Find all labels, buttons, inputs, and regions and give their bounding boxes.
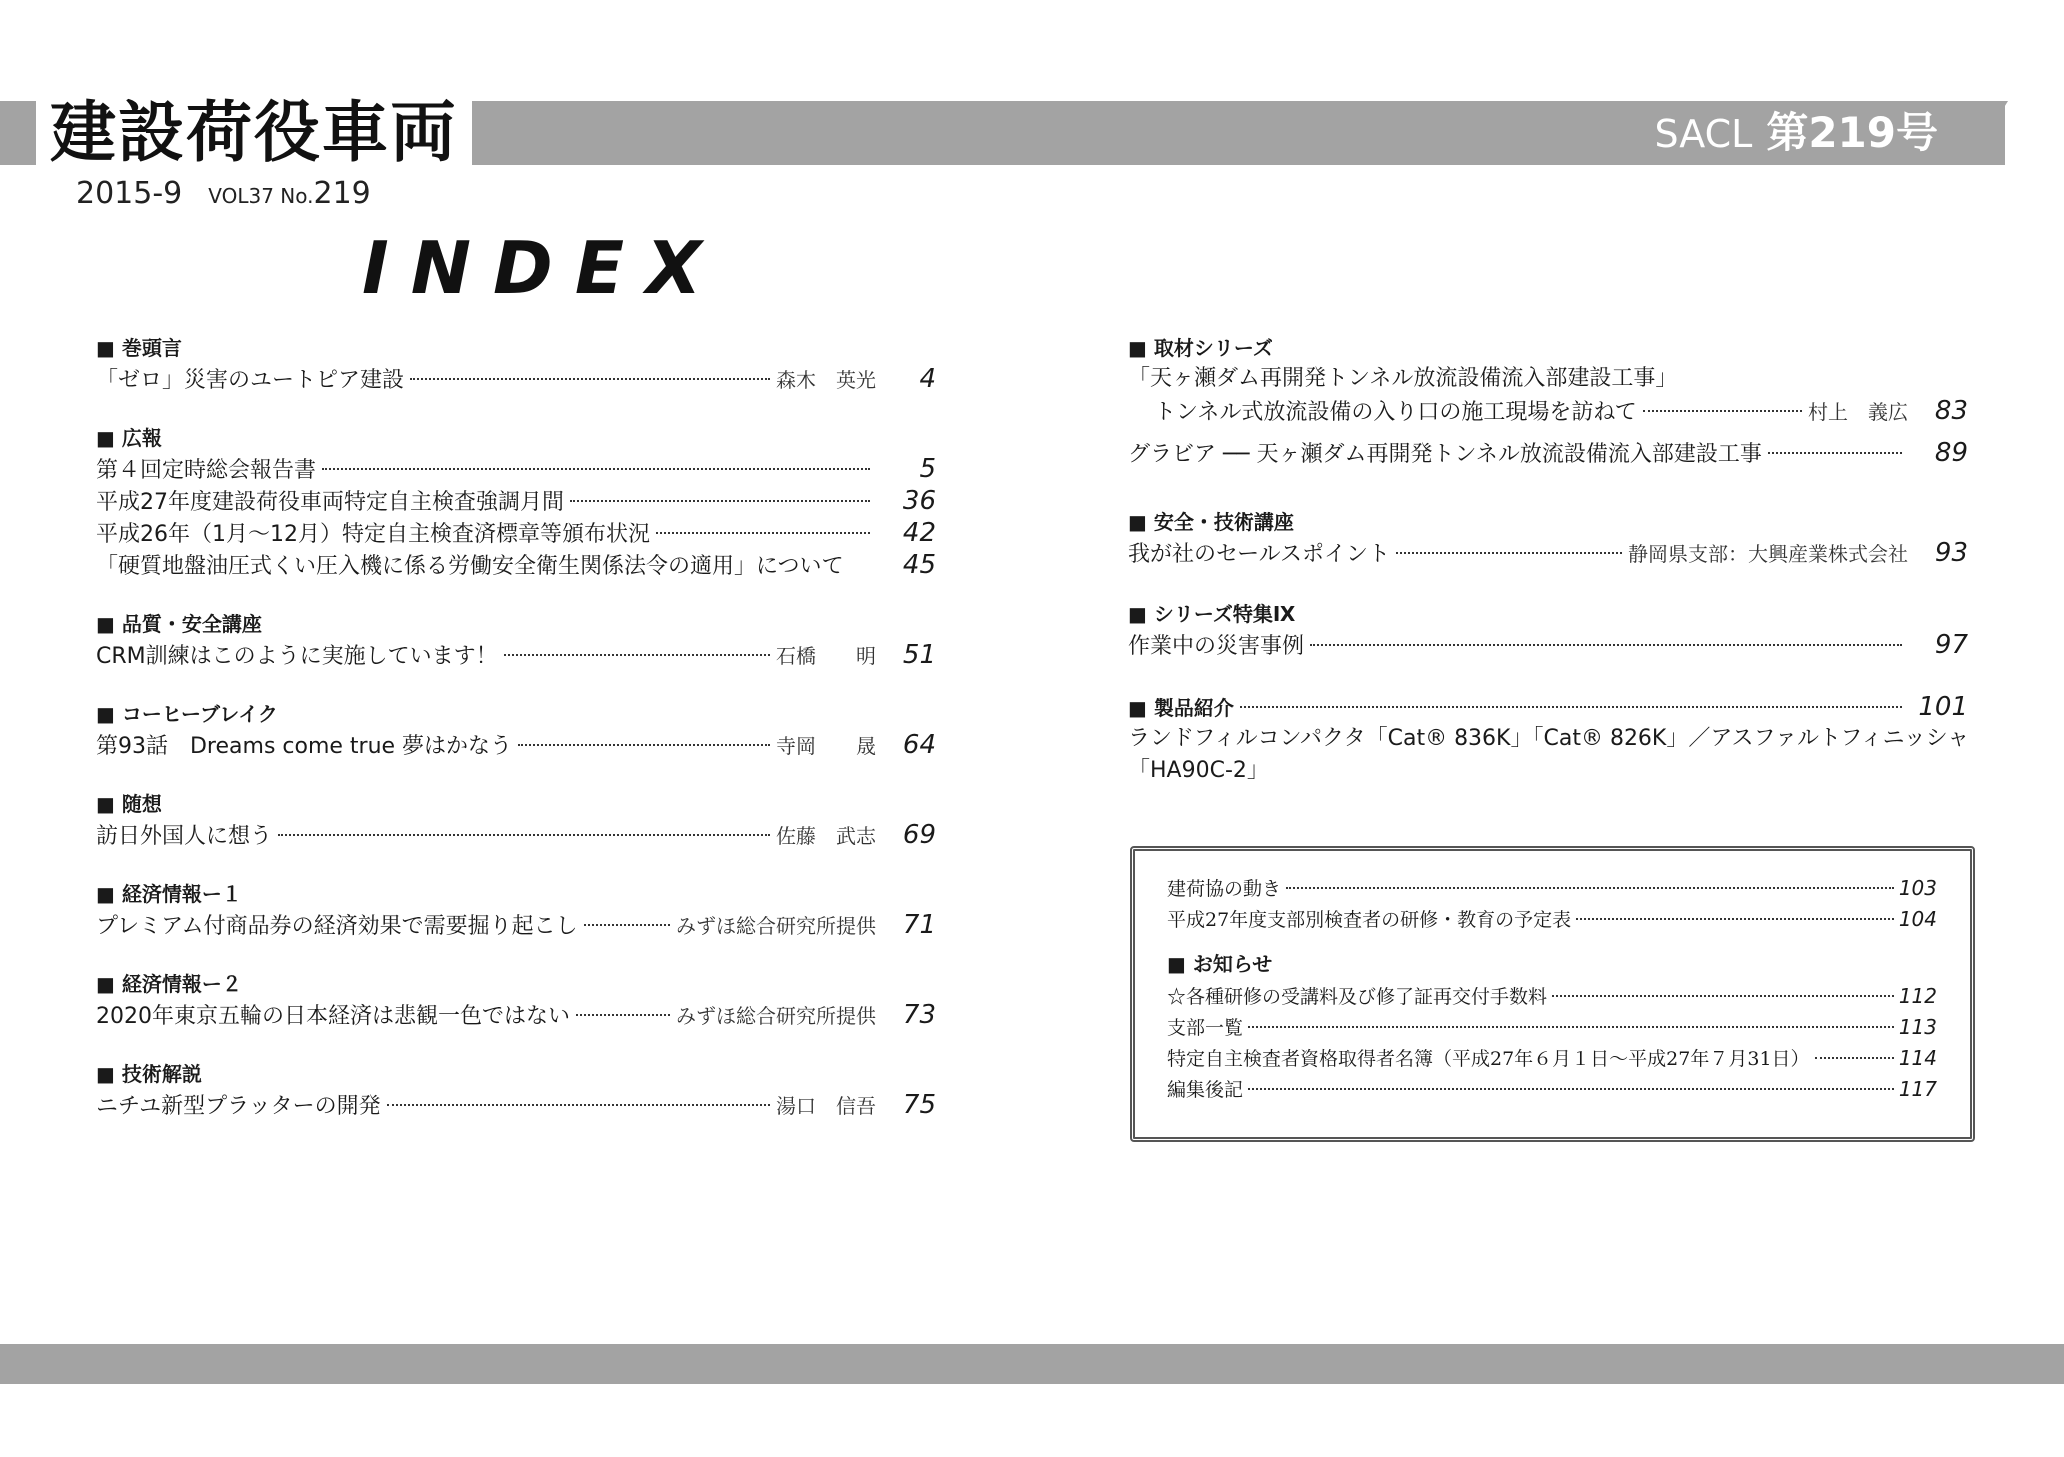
notice-title: 支部一覧 [1167, 1017, 1244, 1039]
section-heading: ■ 製品紹介 [1128, 696, 1234, 720]
notice-page: 104 [1898, 907, 1937, 931]
toc-entry [1128, 537, 1968, 569]
notice-entry [1167, 981, 1937, 1012]
section-heading: ■ 経済情報ー２ [96, 972, 242, 996]
leader-dots [584, 924, 670, 926]
notice-title: 平成27年度支部別検査者の研修・教育の予定表 [1167, 909, 1572, 931]
entry-title: プレミアム付商品券の経済効果で需要掘り起こし [96, 914, 578, 939]
notice-entry [1167, 1043, 1937, 1074]
entry-author: 石橋 明 [776, 644, 876, 668]
entry-page: 5 [919, 454, 936, 484]
section-heading: ■ シリーズ特集Ⅸ [1128, 602, 1296, 626]
leader-dots [1768, 452, 1902, 454]
entry-author: 村上 義広 [1808, 400, 1908, 424]
entry-author: 佐藤 武志 [776, 824, 876, 848]
leader-dots [576, 1014, 670, 1016]
notice-page: 114 [1898, 1046, 1937, 1070]
entry-title: トンネル式放流設備の入り口の施工現場を訪ねて [1154, 400, 1637, 425]
entry-page: 71 [902, 910, 936, 940]
toc-entry [96, 639, 936, 671]
entry-page: 69 [902, 820, 936, 850]
entry-title: グラビア ── 天ヶ瀬ダム再開発トンネル放流設備流入部建設工事 [1128, 442, 1762, 467]
entry-title: 「天ヶ瀬ダム再開発トンネル放流設備流入部建設工事」 [1128, 366, 1678, 391]
notice-box [1130, 846, 1975, 1142]
leader-dots [1248, 1088, 1894, 1090]
toc-entry [96, 1089, 936, 1121]
dateline [76, 176, 371, 211]
section-heading: ■ 広報 [96, 426, 162, 450]
toc-entry-line [1128, 723, 1968, 755]
toc-entry [96, 363, 936, 395]
entry-title: 2020年東京五輪の日本経済は悲観一色ではない [96, 1004, 570, 1029]
entry-page: 93 [1934, 538, 1968, 568]
entry-title: 平成26年（1月〜12月）特定自主検査済標章等頒布状況 [96, 522, 650, 547]
leader-dots [1552, 995, 1894, 997]
magazine-title: 建設荷役車両 [36, 90, 472, 176]
leader-dots [278, 834, 770, 836]
leader-dots [1310, 644, 1902, 646]
section-heading: ■ 安全・技術講座 [1128, 510, 1294, 534]
notice-title: ☆各種研修の受講料及び修了証再交付手数料 [1167, 986, 1548, 1008]
entry-page: 64 [902, 730, 936, 760]
entry-title: 第93話 Dreams come true 夢はかなう [96, 734, 513, 759]
notice-title: 編集後記 [1167, 1079, 1244, 1101]
toc-entry [96, 549, 936, 581]
header-bar-slant [1968, 101, 2008, 165]
entry-page: 45 [902, 550, 936, 580]
notice-page: 117 [1898, 1077, 1937, 1101]
toc-right-column [1128, 333, 1968, 787]
issue-date: 2015-9 [76, 176, 183, 211]
toc-entry [1128, 629, 1968, 661]
entry-title: 第４回定時総会報告書 [96, 458, 317, 483]
volume-number: 219 [313, 176, 371, 211]
entry-title: ニチユ新型プラッターの開発 [96, 1094, 381, 1119]
toc-entry [96, 909, 936, 941]
entry-page: 101 [1918, 692, 1968, 722]
entry-title: 「HA90C-2」 [1128, 758, 1269, 783]
section-heading: ■ 技術解説 [96, 1062, 202, 1086]
entry-title: 訪日外国人に想う [96, 824, 273, 849]
entry-title: 「硬質地盤油圧式くい圧入機に係る労働安全衛生関係法令の適用」について [96, 554, 844, 579]
toc-entry [96, 729, 936, 761]
toc-entry-line [1128, 755, 1968, 787]
issue-number: 第219号 [1766, 108, 1938, 157]
entry-author: 静岡県支部：大興産業株式会社 [1628, 542, 1908, 566]
entry-title: 作業中の災害事例 [1128, 634, 1305, 659]
section-heading: ■ 取材シリーズ [1128, 336, 1273, 360]
leader-dots [1815, 1057, 1894, 1059]
notice-title: 建荷協の動き [1167, 878, 1282, 900]
entry-page: 36 [902, 486, 936, 516]
entry-author: みずほ総合研究所提供 [676, 1004, 876, 1028]
entry-page: 4 [919, 364, 936, 394]
leader-dots [1396, 552, 1622, 554]
entry-page: 51 [902, 640, 936, 670]
toc-entry [1128, 437, 1968, 469]
leader-dots [1286, 887, 1894, 889]
leader-dots [1248, 1026, 1894, 1028]
entry-page: 89 [1934, 438, 1968, 468]
leader-dots [504, 654, 770, 656]
entry-author: 湯口 信吾 [776, 1094, 876, 1118]
notice-content [1167, 873, 1937, 1105]
notice-entry [1167, 1012, 1937, 1043]
entry-title: CRM訓練はこのように実施しています！ [96, 644, 498, 669]
section-heading: ■ コーヒーブレイク [96, 702, 278, 726]
notice-page: 103 [1898, 876, 1937, 900]
toc-entry [96, 453, 936, 485]
leader-dots [518, 744, 770, 746]
section-heading: ■ 品質・安全講座 [96, 612, 262, 636]
notice-entry [1167, 1074, 1937, 1105]
notice-page: 112 [1898, 984, 1937, 1008]
section-heading: ■ 巻頭言 [96, 336, 182, 360]
entry-author: 寺岡 晟 [776, 734, 876, 758]
entry-author: 森木 英光 [776, 368, 876, 392]
leader-dots [322, 468, 870, 470]
notice-heading: ■ お知らせ [1167, 952, 1273, 976]
leader-dots [387, 1104, 770, 1106]
toc-left-column [96, 333, 936, 1121]
entry-page: 42 [902, 518, 936, 548]
section-heading: ■ 経済情報ー１ [96, 882, 242, 906]
footer-bar [0, 1344, 2064, 1384]
notice-page: 113 [1898, 1015, 1937, 1039]
entry-page: 83 [1934, 396, 1968, 426]
section-heading: ■ 随想 [96, 792, 162, 816]
leader-dots [1240, 706, 1902, 708]
notice-entry [1167, 873, 1937, 904]
toc-entry [96, 485, 936, 517]
leader-dots [1576, 918, 1894, 920]
entry-author: みずほ総合研究所提供 [676, 914, 876, 938]
toc-entry [96, 819, 936, 851]
notice-entry [1167, 904, 1937, 935]
entry-title: 「ゼロ」災害のユートピア建設 [96, 368, 405, 393]
entry-title: 平成27年度建設荷役車両特定自主検査強調月間 [96, 490, 564, 515]
entry-title: ランドフィルコンパクタ「Cat® 836K」「Cat® 826K」／アスファルトフィニッシャ [1128, 726, 1970, 751]
notice-title: 特定自主検査者資格取得者名簿（平成27年６月１日〜平成27年７月31日） [1167, 1048, 1810, 1070]
index-title: INDEX [362, 226, 724, 310]
entry-page: 97 [1934, 630, 1968, 660]
toc-entry-line [1128, 363, 1968, 395]
entry-title: 我が社のセールスポイント [1128, 542, 1391, 567]
leader-dots [1643, 410, 1802, 412]
leader-dots [410, 378, 770, 380]
toc-entry [1128, 395, 1968, 427]
entry-page: 73 [902, 1000, 936, 1030]
volume-label: VOL37 No. [208, 184, 314, 208]
issue-label [1654, 101, 1938, 165]
leader-dots [656, 532, 870, 534]
toc-entry [96, 517, 936, 549]
toc-entry [96, 999, 936, 1031]
issue-prefix: SACL [1654, 112, 1753, 156]
entry-page: 75 [902, 1090, 936, 1120]
section-heading-row [1128, 691, 1968, 723]
leader-dots [570, 500, 870, 502]
